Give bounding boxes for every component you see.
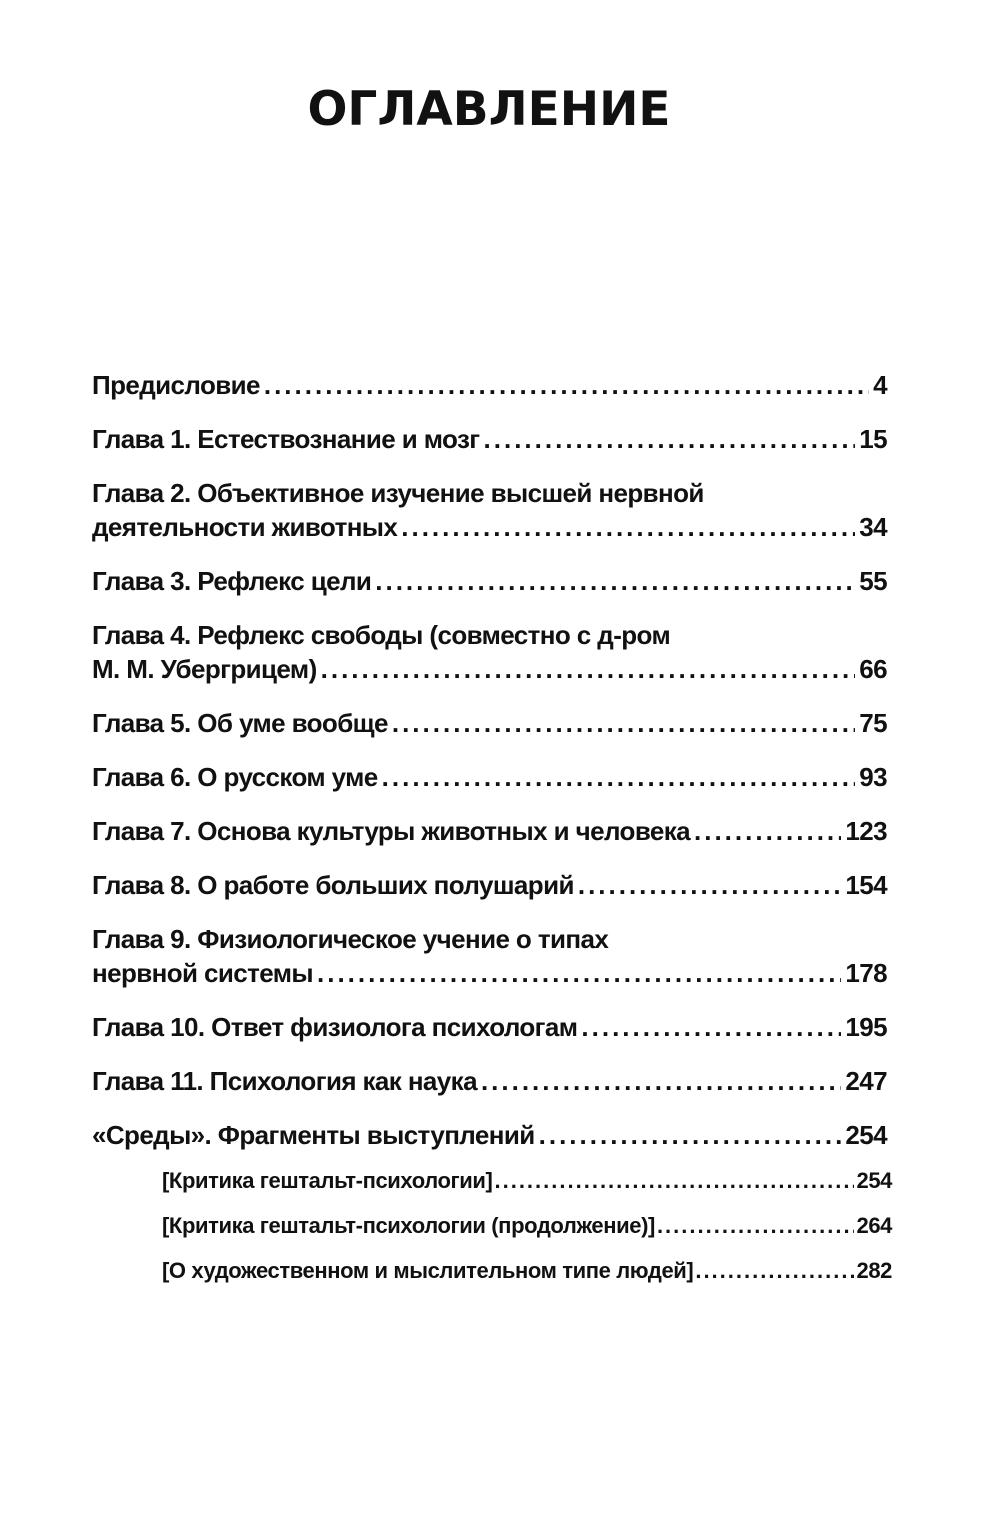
toc-entry-chapter-2	[92, 476, 887, 544]
toc-entry-title: Глава 6. О русском уме	[92, 762, 378, 792]
dot-leader	[694, 814, 841, 848]
toc-entry-wednesdays	[92, 1118, 887, 1152]
toc-entry-page: 247	[845, 1066, 887, 1096]
dot-leader	[539, 1118, 842, 1152]
toc-entry-title: Глава 7. Основа культуры животных и человека	[92, 816, 691, 846]
toc-entry-chapter-3	[92, 564, 887, 598]
toc-entry-chapter-1	[92, 422, 887, 456]
toc-entry-page: 66	[859, 654, 887, 684]
toc-entry-page: 4	[873, 370, 887, 400]
toc-entry-page: 34	[859, 512, 887, 542]
toc-entry-title-line1: Глава 4. Рефлекс свободы (совместно с д-ром	[92, 620, 671, 650]
toc-subentry-page: 264	[856, 1213, 892, 1238]
toc-entry-chapter-11	[92, 1064, 887, 1098]
dot-leader	[264, 368, 869, 402]
toc-entry-chapter-6	[92, 760, 887, 794]
toc-entry-title: Глава 8. О работе больших полушарий	[92, 870, 574, 900]
toc-subentry-page: 254	[856, 1168, 892, 1193]
toc-entry-page: 178	[845, 958, 887, 988]
toc-entry-title: Глава 3. Рефлекс цели	[92, 566, 372, 596]
toc-entry-title: Глава 10. Ответ физиолога психологам	[92, 1012, 578, 1042]
dot-leader	[494, 1166, 854, 1196]
toc-entry-page: 254	[845, 1120, 887, 1150]
toc-entry-title: М. М. Убергрицем)	[92, 654, 317, 684]
toc-subentry-1	[162, 1166, 892, 1196]
toc-entry-chapter-10	[92, 1010, 887, 1044]
dot-leader	[578, 868, 842, 902]
dot-leader	[581, 1010, 841, 1044]
dot-leader	[382, 760, 856, 794]
toc-entry-title-line1: Глава 9. Физиологическое учение о типах	[92, 924, 609, 954]
dot-leader	[321, 652, 856, 686]
toc-subentry-3	[162, 1256, 892, 1286]
toc-subentry-2	[162, 1211, 892, 1241]
toc-entry-title: Глава 1. Естествознание и мозг	[92, 424, 480, 454]
toc-entry-page: 123	[845, 816, 887, 846]
toc-entry-title: Глава 11. Психология как наука	[92, 1066, 477, 1096]
toc-entry-title: «Среды». Фрагменты выступлений	[92, 1120, 535, 1150]
dot-leader	[484, 422, 856, 456]
toc-entry-preface	[92, 368, 887, 402]
toc-entry-title: деятельности животных	[92, 512, 398, 542]
toc-entry-title-line1: Глава 2. Объективное изучение высшей нервной	[92, 478, 704, 508]
toc-subentry-title: [Критика гештальт-психологии (продолжение)]	[162, 1213, 655, 1238]
toc-entry-chapter-9	[92, 922, 887, 990]
toc-subentry-page: 282	[856, 1258, 892, 1283]
toc-entry-title: нервной системы	[92, 958, 314, 988]
toc-entry-page: 75	[859, 708, 887, 738]
toc-entry-title: Глава 5. Об уме вообще	[92, 708, 388, 738]
toc-entry-page: 15	[859, 424, 887, 454]
toc-entry-chapter-7	[92, 814, 887, 848]
toc-entry-page: 55	[859, 566, 887, 596]
toc-entry-chapter-5	[92, 706, 887, 740]
dot-leader	[401, 510, 855, 544]
toc-entry-page: 93	[859, 762, 887, 792]
toc-entry-page: 195	[845, 1012, 887, 1042]
dot-leader	[695, 1256, 854, 1286]
dot-leader	[375, 564, 855, 598]
toc-entry-chapter-4	[92, 618, 887, 686]
toc-entry-page: 154	[845, 870, 887, 900]
dot-leader	[392, 706, 855, 740]
page-title: ОГЛАВЛЕНИЕ	[307, 82, 671, 137]
dot-leader	[657, 1211, 855, 1241]
dot-leader	[481, 1064, 841, 1098]
toc-entry-title: Предисловие	[92, 370, 260, 400]
toc-entry-chapter-8	[92, 868, 887, 902]
dot-leader	[317, 956, 841, 990]
toc-subentry-title: [Критика гештальт-психологии]	[162, 1168, 493, 1193]
toc-subentry-title: [О художественном и мыслительном типе людей]	[162, 1258, 694, 1283]
